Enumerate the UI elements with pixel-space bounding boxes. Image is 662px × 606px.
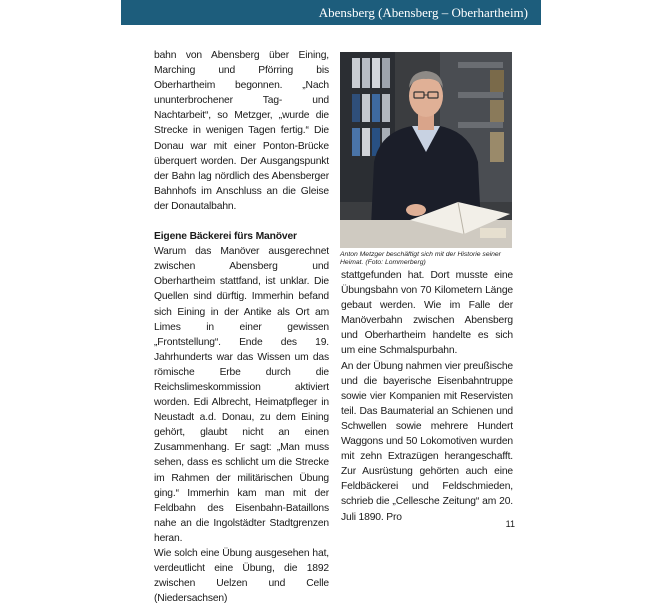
section-subheading: Eigene Bäckerei fürs Manöver: [154, 231, 297, 243]
caption-text: Anton Metzger beschäftigt sich mit der Historie seiner Heimat.: [340, 251, 501, 267]
paragraph: bahn von Abensberg über Eining, Marching und Pförring bis Oberhartheim begonnen. „Nach ununterbrochener Tag- und Nachtarbeit“, so Metzger, „wurde die Strecke in wenigen Tagen fertig.“ Die Donau war mit einer Ponton-Brücke überquert worden. Der Ausgangspunkt der Bahn lag nördlich des Abensberger Bahnhofs im Anschluss an die Gleise der Donautalbahn.: [154, 50, 329, 212]
paragraph-gap: [154, 214, 329, 229]
photo-of-man-with-book-icon: [340, 52, 512, 248]
photo-caption: [340, 251, 512, 268]
photo-credit: (Foto: Lommerberg): [365, 259, 426, 267]
paragraph: Warum das Manöver ausgerechnet zwischen Abensberg und Oberhartheim stattfand, ist unklar. Die Quellen sind dürftig. Immerhin befand sich Eining in der Antike als Ort am Limes in einer gewissen „Frontstellung“. Ende des 19. Jahrhunderts war das Wissen um das römische Erbe durch die Reichslimeskommission aktiviert worden. Edi Albrecht, Heimatpfleger in Neustadt a.d. Donau, zu dem Eining gehört, glaubt nicht an einen Zusammenhang. Er sagt: „Man muss sehen, dass es schlicht um die Strecke im Rahmen der militärischen Übung ging.“ Immerhin kam man mit der Feldbahn des Eisenbahn-Bataillons nahe an die Ingolstädter Stadtgrenzen heran.: [154, 246, 329, 544]
running-header: [121, 0, 541, 25]
paragraph: stattgefunden hat. Dort musste eine Übungsbahn von 70 Kilometern Länge gebaut werden. Wie im Falle der Manöverbahn zwischen Abensberg und Oberhartheim handelte es sich um eine Schmalspurbahn.: [341, 270, 513, 357]
right-text-column: [341, 268, 513, 525]
left-text-column: [154, 48, 329, 606]
paragraph: An der Übung nahmen vier preußische und die bayerische Eisenbahntruppe sowie vier Kompanien mit Reservisten teil. Das Baumaterial an Schienen und Schwellen sowie mehrere Hundert Waggons und 50 Lokomotiven wurden mit zehn Extrazügen herangeschafft. Zur Ausrüstung gehörten auch eine Feldbäckerei und Feldschmieden, schrieb die „Cellesche Zeitung“ am 20. Juli 1890. Pro: [341, 360, 513, 523]
paragraph: Wie solch eine Übung ausgesehen hat, verdeutlicht eine Übung, die 1892 zwischen Uelzen und Celle (Niedersachsen): [154, 548, 329, 605]
running-header-title: Abensberg (Abensberg – Oberhartheim): [318, 5, 528, 20]
portrait-photo: [340, 52, 512, 248]
page-number: 11: [505, 519, 515, 529]
